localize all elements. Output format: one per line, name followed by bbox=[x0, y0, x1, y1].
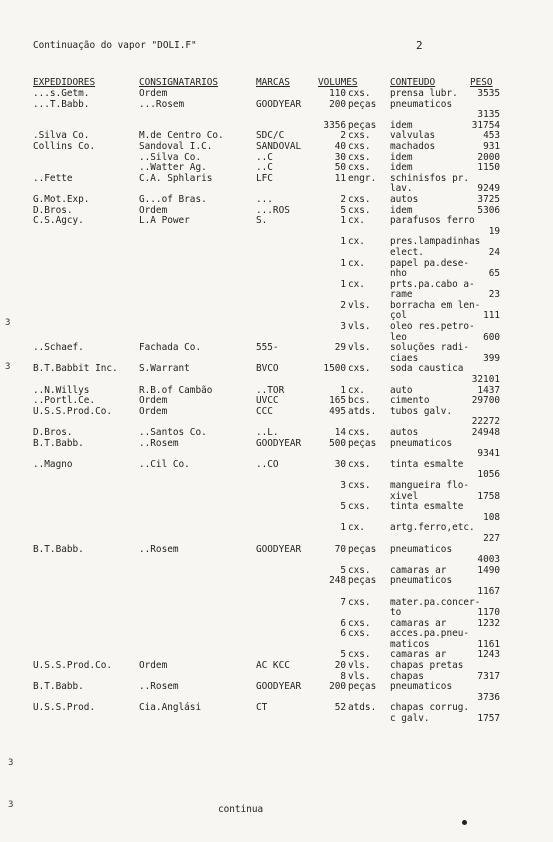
cell-volume-count: 14 bbox=[334, 427, 346, 438]
cell-volume-count: 40 bbox=[334, 140, 346, 152]
cell-marks: SDC/C bbox=[256, 130, 285, 142]
cell-weight: 3725 bbox=[477, 193, 500, 205]
cell-volume-unit: cx. bbox=[348, 236, 365, 248]
cell-consignee: ..Silva Co. bbox=[139, 151, 202, 163]
cell-weight: 1056 bbox=[477, 469, 500, 481]
cell-contents: prts.pa.cabo a- bbox=[390, 278, 475, 290]
cell-weight: 1758 bbox=[477, 490, 500, 502]
cell-marks: GOODYEAR bbox=[256, 437, 302, 449]
col-head-volumes: VOLUMES bbox=[318, 77, 358, 88]
cell-shipper: ..Fette bbox=[33, 172, 73, 184]
table-row bbox=[0, 460, 553, 471]
cell-volume-unit: vls. bbox=[348, 670, 371, 682]
cell-volume-unit: engr. bbox=[348, 172, 377, 184]
cell-shipper: .Silva Co. bbox=[33, 130, 90, 142]
cell-volume-count: 1 bbox=[340, 278, 346, 290]
cell-shipper: G.Mot.Exp. bbox=[33, 193, 90, 205]
margin-mark: 3 bbox=[5, 318, 11, 328]
cell-volume-count: 30 bbox=[334, 458, 346, 470]
page-number: 2 bbox=[416, 39, 423, 52]
cell-weight: 1437 bbox=[477, 384, 500, 396]
cell-contents: parafusos ferro bbox=[390, 215, 475, 227]
cell-contents: idem bbox=[390, 151, 413, 163]
cell-volume-count: 29 bbox=[334, 342, 346, 354]
cell-volume-count: 1 bbox=[340, 236, 346, 248]
cell-consignee: L.A Power bbox=[139, 215, 190, 227]
cell-marks: AC KCC bbox=[256, 660, 290, 672]
cell-volume-unit: vls. bbox=[348, 321, 371, 333]
cell-contents: autos bbox=[390, 427, 419, 438]
cell-marks: GOODYEAR bbox=[256, 543, 302, 555]
cell-weight: 1243 bbox=[477, 649, 500, 661]
table-row bbox=[0, 619, 553, 630]
cell-contents: çol bbox=[390, 310, 407, 322]
cell-shipper: U.S.S.Prod. bbox=[33, 702, 96, 714]
cell-volume-count: 20 bbox=[334, 660, 346, 672]
cell-volume-count: 1 bbox=[340, 384, 346, 396]
cell-weight: 24948 bbox=[471, 427, 500, 438]
cell-contents: pres.lampadinhas bbox=[390, 236, 481, 248]
cell-consignee: ..Rosem bbox=[139, 437, 179, 449]
cell-weight: 5306 bbox=[477, 204, 500, 216]
cell-shipper: ..Portl.Ce. bbox=[33, 395, 96, 407]
cell-marks: CT bbox=[256, 702, 268, 714]
cell-volume-unit: cxs. bbox=[348, 151, 371, 163]
table-row bbox=[0, 534, 553, 545]
cell-weight: 9249 bbox=[477, 183, 500, 195]
cell-volume-unit: bcs. bbox=[348, 395, 371, 407]
cell-volume-count: 5 bbox=[340, 649, 346, 661]
table-row bbox=[0, 576, 553, 587]
cell-contents: camaras ar bbox=[390, 649, 447, 661]
continued-note: continua bbox=[218, 804, 264, 815]
cell-volume-unit: atds. bbox=[348, 405, 377, 417]
table-row bbox=[0, 248, 553, 259]
table-row bbox=[0, 195, 553, 206]
cell-volume-unit: cxs. bbox=[348, 204, 371, 216]
cell-volume-count: 5 bbox=[340, 501, 346, 513]
cell-contents: lav. bbox=[390, 183, 413, 195]
cell-weight: 7317 bbox=[477, 670, 500, 682]
cell-volume-count: 500 bbox=[329, 437, 346, 449]
cell-contents: chapas bbox=[390, 670, 424, 682]
cell-contents: tinta esmalte bbox=[390, 501, 464, 513]
cell-consignee: M.de Centro Co. bbox=[139, 130, 224, 142]
cell-contents: pneumaticos bbox=[390, 98, 453, 110]
cell-weight: 227 bbox=[483, 532, 500, 544]
cell-contents: soda caustica bbox=[390, 363, 464, 375]
table-row bbox=[0, 142, 553, 153]
cell-marks: GOODYEAR bbox=[256, 681, 302, 693]
cell-volume-unit: peças bbox=[348, 681, 377, 693]
cell-contents: leo bbox=[390, 331, 407, 343]
cell-weight: 1490 bbox=[477, 564, 500, 576]
cell-volume-unit: cxs. bbox=[348, 649, 371, 661]
cell-contents: prensa lubr. bbox=[390, 88, 458, 99]
cell-contents: papel pa.dese- bbox=[390, 257, 470, 269]
cell-volume-unit: cxs. bbox=[348, 564, 371, 576]
cell-volume-count: 248 bbox=[329, 575, 346, 587]
cell-shipper: ..Magno bbox=[33, 458, 73, 470]
cell-contents: schinisfos pr. bbox=[390, 172, 470, 184]
table-row bbox=[0, 110, 553, 121]
table-row bbox=[0, 481, 553, 492]
cell-volume-unit: atds. bbox=[348, 702, 377, 714]
cell-consignee: ..Santos Co. bbox=[139, 427, 207, 438]
table-row bbox=[0, 89, 553, 100]
cell-volume-count: 1500 bbox=[323, 363, 346, 375]
table-row bbox=[0, 174, 553, 185]
cell-marks: ..CO bbox=[256, 458, 279, 470]
cell-contents: borracha em len- bbox=[390, 299, 481, 311]
table-row bbox=[0, 545, 553, 556]
table-row bbox=[0, 555, 553, 566]
cell-volume-count: 6 bbox=[340, 628, 346, 640]
table-row bbox=[0, 629, 553, 640]
cell-consignee: Ordem bbox=[139, 204, 168, 216]
cell-volume-count: 495 bbox=[329, 405, 346, 417]
table-row bbox=[0, 502, 553, 513]
cell-weight: 111 bbox=[483, 310, 500, 322]
cell-volume-count: 3 bbox=[340, 479, 346, 491]
table-row bbox=[0, 439, 553, 450]
cell-contents: ciaes bbox=[390, 352, 419, 364]
cell-volume-unit: peças bbox=[348, 437, 377, 449]
cell-shipper: ...T.Babb. bbox=[33, 98, 90, 110]
cell-volume-count: 165 bbox=[329, 395, 346, 407]
cell-consignee: Ordem bbox=[139, 660, 168, 672]
table-row bbox=[0, 492, 553, 503]
cell-weight: 31754 bbox=[471, 119, 500, 131]
ink-dot bbox=[462, 820, 467, 825]
cell-consignee: Ordem bbox=[139, 405, 168, 417]
cell-volume-unit: cxs. bbox=[348, 162, 371, 174]
table-row bbox=[0, 100, 553, 111]
cell-volume-count: 70 bbox=[334, 543, 346, 555]
cell-marks: 555- bbox=[256, 342, 279, 354]
cell-consignee: ..Rosem bbox=[139, 681, 179, 693]
cell-shipper: ..N.Willys bbox=[33, 384, 90, 396]
cell-marks: LFC bbox=[256, 172, 273, 184]
cell-volume-count: 2 bbox=[340, 299, 346, 311]
table-row bbox=[0, 598, 553, 609]
cell-volume-unit: cxs. bbox=[348, 458, 371, 470]
cell-volume-count: 200 bbox=[329, 681, 346, 693]
cell-contents: idem bbox=[390, 119, 413, 131]
cell-weight: 29700 bbox=[471, 395, 500, 407]
cell-contents: acces.pa.pneu- bbox=[390, 628, 470, 640]
cell-weight: 453 bbox=[483, 130, 500, 142]
cell-volume-unit: cx. bbox=[348, 522, 365, 534]
cell-weight: 24 bbox=[488, 246, 500, 258]
cell-volume-unit: peças bbox=[348, 543, 377, 555]
cell-contents: rame bbox=[390, 289, 413, 301]
cell-weight: 3135 bbox=[477, 109, 500, 121]
cell-consignee: ...Rosem bbox=[139, 98, 185, 110]
cell-volume-unit: cxs. bbox=[348, 363, 371, 375]
cell-contents: elect. bbox=[390, 246, 424, 258]
cell-shipper: D.Bros. bbox=[33, 204, 73, 216]
cell-volume-count: 2 bbox=[340, 193, 346, 205]
cell-weight: 2000 bbox=[477, 151, 500, 163]
cell-consignee: Cia.Anglási bbox=[139, 702, 202, 714]
cell-marks: UVCC bbox=[256, 395, 279, 407]
cell-volume-count: 11 bbox=[334, 172, 346, 184]
margin-mark: 3 bbox=[5, 362, 11, 372]
cell-volume-unit: cxs. bbox=[348, 501, 371, 513]
cell-contents: camaras ar bbox=[390, 617, 447, 629]
cell-contents: pneumaticos bbox=[390, 437, 453, 449]
table-row bbox=[0, 153, 553, 164]
cell-weight: 22272 bbox=[471, 416, 500, 428]
cell-marks: S. bbox=[256, 215, 268, 227]
table-row bbox=[0, 661, 553, 672]
document-title: Continuação do vapor "DOLI.F" bbox=[33, 40, 197, 51]
cell-weight: 32101 bbox=[471, 374, 500, 386]
cell-weight: 65 bbox=[488, 268, 500, 280]
cell-marks: ..C bbox=[256, 151, 273, 163]
cell-shipper: D.Bros. bbox=[33, 427, 73, 438]
table-row bbox=[0, 587, 553, 598]
cell-weight: 1161 bbox=[477, 638, 500, 650]
cell-contents: cimento bbox=[390, 395, 430, 407]
cell-consignee: Ordem bbox=[139, 88, 168, 99]
cell-contents: chapas corrug. bbox=[390, 702, 470, 714]
cell-marks: ...ROS bbox=[256, 204, 290, 216]
table-row bbox=[0, 523, 553, 534]
cell-weight: 4003 bbox=[477, 554, 500, 566]
cell-consignee: S.Warrant bbox=[139, 363, 190, 375]
cell-volume-count: 5 bbox=[340, 204, 346, 216]
table-row bbox=[0, 407, 553, 418]
cell-weight: 399 bbox=[483, 352, 500, 364]
cell-weight: 23 bbox=[488, 289, 500, 301]
cell-volume-unit: cx. bbox=[348, 257, 365, 269]
cell-contents: chapas pretas bbox=[390, 660, 464, 672]
cell-contents: xivel bbox=[390, 490, 419, 502]
cell-volume-count: 110 bbox=[329, 88, 346, 99]
cell-weight: 3736 bbox=[477, 691, 500, 703]
cell-contents: maticos bbox=[390, 638, 430, 650]
cell-contents: autos bbox=[390, 193, 419, 205]
cell-weight: 19 bbox=[488, 225, 500, 237]
cell-weight: 931 bbox=[483, 140, 500, 152]
cell-volume-unit: cxs. bbox=[348, 617, 371, 629]
cell-shipper: U.S.S.Prod.Co. bbox=[33, 660, 113, 672]
col-head-consignee: CONSIGNATARIOS bbox=[139, 77, 219, 88]
cell-volume-unit: cx. bbox=[348, 215, 365, 227]
cell-volume-unit: peças bbox=[348, 119, 377, 131]
cell-volume-count: 1 bbox=[340, 257, 346, 269]
cell-contents: oleo res.petro- bbox=[390, 321, 475, 333]
cell-contents: to bbox=[390, 607, 402, 619]
cell-volume-unit: cxs. bbox=[348, 130, 371, 142]
col-head-weight: PESO bbox=[470, 77, 493, 88]
cell-shipper: B.T.Babbit Inc. bbox=[33, 363, 118, 375]
cell-shipper: B.T.Babb. bbox=[33, 543, 84, 555]
table-row bbox=[0, 364, 553, 375]
cell-marks: GOODYEAR bbox=[256, 98, 302, 110]
cell-contents: tinta esmalte bbox=[390, 458, 464, 470]
cell-contents: valvulas bbox=[390, 130, 436, 142]
table-row bbox=[0, 470, 553, 481]
table-row bbox=[0, 608, 553, 619]
cell-volume-unit: cxs. bbox=[348, 596, 371, 608]
cell-shipper: ...s.Getm. bbox=[33, 88, 90, 99]
cell-volume-unit: cxs. bbox=[348, 140, 371, 152]
cell-weight: 108 bbox=[483, 511, 500, 523]
cell-volume-count: 6 bbox=[340, 617, 346, 629]
cell-consignee: G...of Bras. bbox=[139, 193, 207, 205]
col-head-shipper: EXPEDIDORES bbox=[33, 77, 96, 88]
cell-volume-count: 1 bbox=[340, 215, 346, 227]
cell-shipper: B.T.Babb. bbox=[33, 681, 84, 693]
cell-weight: 1170 bbox=[477, 607, 500, 619]
cell-contents: idem bbox=[390, 204, 413, 216]
cell-consignee: ..Cil Co. bbox=[139, 458, 190, 470]
table-row bbox=[0, 640, 553, 651]
cell-volume-unit: cxs. bbox=[348, 193, 371, 205]
cell-marks: BVCO bbox=[256, 363, 279, 375]
cell-contents: machados bbox=[390, 140, 436, 152]
col-head-marks: MARCAS bbox=[256, 77, 290, 88]
table-row bbox=[0, 280, 553, 291]
cell-weight: 1757 bbox=[477, 713, 500, 725]
table-row bbox=[0, 428, 553, 439]
table-row bbox=[0, 714, 553, 725]
cell-marks: ... bbox=[256, 193, 273, 205]
cell-consignee: R.B.of Cambão bbox=[139, 384, 213, 396]
cell-marks: ..C bbox=[256, 162, 273, 174]
cell-volume-unit: vls. bbox=[348, 299, 371, 311]
cell-volume-count: 8 bbox=[340, 670, 346, 682]
cell-volume-count: 50 bbox=[334, 162, 346, 174]
cell-volume-count: 7 bbox=[340, 596, 346, 608]
cell-consignee: Sandoval I.C. bbox=[139, 140, 213, 152]
cell-marks: ..L. bbox=[256, 427, 279, 438]
cell-volume-count: 30 bbox=[334, 151, 346, 163]
cell-consignee: ..Rosem bbox=[139, 543, 179, 555]
cell-contents: nho bbox=[390, 268, 407, 280]
cell-consignee: C.A. Sphlaris bbox=[139, 172, 213, 184]
cell-contents: mangueira flo- bbox=[390, 479, 470, 491]
cell-volume-count: 2 bbox=[340, 130, 346, 142]
cell-weight: 3535 bbox=[477, 88, 500, 99]
table-row bbox=[0, 216, 553, 227]
cell-weight: 600 bbox=[483, 331, 500, 343]
cell-shipper: C.S.Agcy. bbox=[33, 215, 84, 227]
cell-contents: c galv. bbox=[390, 713, 430, 725]
cell-volume-unit: cxs. bbox=[348, 479, 371, 491]
cell-volume-unit: cxs. bbox=[348, 88, 371, 99]
cell-consignee: Fachada Co. bbox=[139, 342, 202, 354]
cell-volume-unit: cx. bbox=[348, 278, 365, 290]
cell-volume-count: 3 bbox=[340, 321, 346, 333]
cell-shipper: U.S.S.Prod.Co. bbox=[33, 405, 113, 417]
cell-weight: 1167 bbox=[477, 585, 500, 597]
cell-volume-count: 5 bbox=[340, 564, 346, 576]
manifest-table bbox=[0, 89, 553, 725]
cell-consignee: Ordem bbox=[139, 395, 168, 407]
table-row bbox=[0, 163, 553, 174]
cell-marks: CCC bbox=[256, 405, 273, 417]
margin-mark: 3 bbox=[8, 800, 14, 810]
cell-volume-unit: cx. bbox=[348, 384, 365, 396]
cell-volume-count: 3356 bbox=[323, 119, 346, 131]
cell-shipper: ..Schaef. bbox=[33, 342, 84, 354]
cell-volume-unit: cxs. bbox=[348, 628, 371, 640]
cell-shipper: Collins Co. bbox=[33, 140, 96, 152]
cell-volume-unit: peças bbox=[348, 575, 377, 587]
cell-contents: idem bbox=[390, 162, 413, 174]
table-row bbox=[0, 566, 553, 577]
cell-contents: pneumaticos bbox=[390, 543, 453, 555]
cell-contents: auto bbox=[390, 384, 413, 396]
cell-volume-unit: peças bbox=[348, 98, 377, 110]
cell-contents: camaras ar bbox=[390, 564, 447, 576]
cell-consignee: ..Watter Ag. bbox=[139, 162, 207, 174]
cell-contents: mater.pa.concer- bbox=[390, 596, 481, 608]
cell-marks: SANDOVAL bbox=[256, 140, 302, 152]
table-row bbox=[0, 682, 553, 693]
cell-contents: pneumaticos bbox=[390, 575, 453, 587]
col-head-contents: CONTEUDO bbox=[390, 77, 436, 88]
table-row bbox=[0, 259, 553, 270]
cell-marks: ..TOR bbox=[256, 384, 285, 396]
cell-volume-unit: vls. bbox=[348, 660, 371, 672]
table-row bbox=[0, 301, 553, 312]
cell-contents: soluções radi- bbox=[390, 342, 470, 354]
table-row bbox=[0, 237, 553, 248]
table-row bbox=[0, 703, 553, 714]
cell-contents: tubos galv. bbox=[390, 405, 453, 417]
cell-weight: 9341 bbox=[477, 448, 500, 460]
cell-volume-unit: vls. bbox=[348, 342, 371, 354]
cell-volume-count: 200 bbox=[329, 98, 346, 110]
cell-shipper: B.T.Babb. bbox=[33, 437, 84, 449]
cell-weight: 1150 bbox=[477, 162, 500, 174]
cell-volume-count: 1 bbox=[340, 522, 346, 534]
cell-volume-count: 52 bbox=[334, 702, 346, 714]
cell-contents: pneumaticos bbox=[390, 681, 453, 693]
cell-contents: artg.ferro,etc. bbox=[390, 522, 475, 534]
margin-mark: 3 bbox=[8, 758, 14, 768]
cell-volume-unit: cxs. bbox=[348, 427, 371, 438]
cell-weight: 1232 bbox=[477, 617, 500, 629]
table-row bbox=[0, 322, 553, 333]
table-row bbox=[0, 343, 553, 354]
